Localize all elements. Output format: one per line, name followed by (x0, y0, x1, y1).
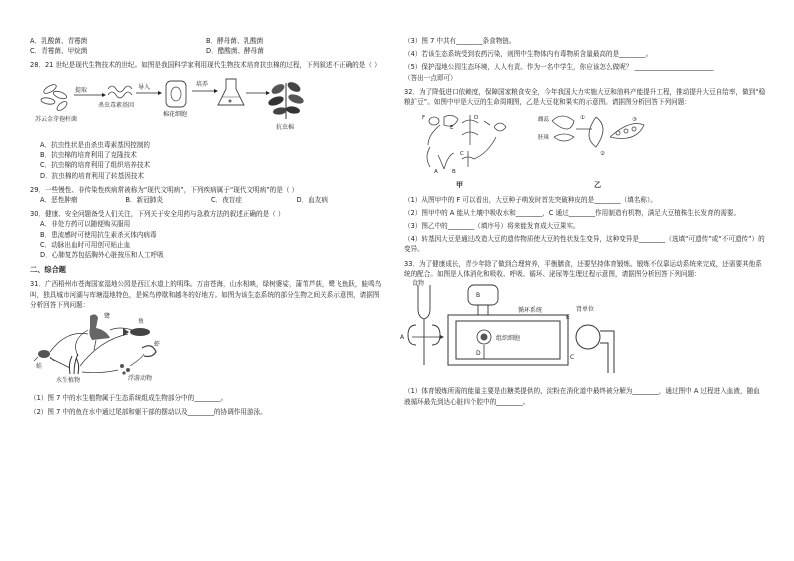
label-plant: 抗虫棉 (276, 123, 295, 131)
q27-option-c: C．青霉菌、甲烷菌 (30, 47, 88, 56)
label-import: 导入 (138, 83, 151, 91)
q28-stem: 28．21 世纪是现代生物技术的世纪。如图是我国科学家利用现代生物技术培育抗虫棉的过程，下列叙述不正确的是（ ） (30, 61, 381, 70)
q31-food-web-figure (30, 310, 382, 390)
q32-soybean-figure (404, 107, 766, 191)
left-column (30, 36, 382, 421)
cotton-plant-illustration (267, 80, 305, 119)
q29-stem: 29．一些慢性、非传染性疾病常被称为“现代文明病”，下列疾病属于“现代文明病”的是（ ） (30, 185, 299, 194)
label-a: A (434, 169, 438, 176)
label-p2: ② (600, 151, 605, 158)
label-cell: 棉花细胞 (163, 110, 188, 118)
label-b: B (476, 292, 481, 300)
q27-option-a: A．乳酸菌、青霉菌 (30, 37, 88, 45)
label-extract: 提取 (75, 86, 88, 94)
aquatic-plant-icon (69, 354, 78, 374)
label-jia: 甲 (456, 181, 463, 190)
q31-question-2: （2）图 7 中的鱼在水中通过尾部和躯干部的摆动以及________的协调作用游泳。 (30, 407, 267, 416)
label-b: B (452, 169, 456, 176)
label-p3: ③ (632, 117, 637, 124)
q31-question-5-note: （答出一点即可） (404, 73, 457, 82)
label-a: A (400, 334, 405, 342)
label-stamen: 雌蕊 (538, 117, 550, 124)
q29-option-c: C．夜盲症 (211, 195, 242, 204)
label-e: E (566, 314, 570, 322)
q32-question-2: （2）图甲中的 A 能从土壤中吸收水和________，C 通过________作用制造有机物，满足大豆植株生长发育的需要。 (404, 208, 741, 217)
label-plankton: 浮游动物 (128, 375, 153, 383)
label-shrimp: 虾 (154, 341, 161, 349)
label-tissue-cell: 组织细胞 (496, 335, 521, 343)
q31-question-1: （1）图 7 中的水生植物属于生态系统组成生物部分中的________。 (30, 394, 228, 403)
flower-fruit-diagram (552, 116, 644, 147)
q27-option-b: B．酵母菌、乳酸菌 (206, 37, 264, 45)
q33-physiology-figure (400, 279, 766, 383)
cell-illustration (166, 81, 186, 107)
label-fish: 鱼 (138, 318, 145, 326)
q29-option-a: A．恶性肿瘤 (40, 195, 78, 204)
label-gene: 杀虫毒素基因 (98, 101, 135, 109)
label-circulatory-system: 循环系统 (518, 307, 543, 315)
label-p1: ① (580, 115, 585, 122)
q30-stem: 30．健康、安全问题备受人们关注，下列关于安全用药与急救方法的叙述正确的是（ ） (30, 210, 285, 219)
right-column (400, 36, 766, 407)
label-frog: 蛙 (36, 363, 43, 371)
life-cycle-diagram (427, 115, 506, 169)
q31-stem: 31．广西梧州市苍海国家湿地公园是西江水道上的明珠。万亩苍海，山水相映，绿树婆娑，蒲苇芦荻，鹭飞鱼跃，蛙鸣鸟叫，独具城市河湖与库塘湿地特色，是候鸟停歇和越冬的好地方。如图为该生态系统的部分生物之间关系示意图，请据图分析回答下列问题： (30, 280, 382, 309)
frog-icon (34, 350, 54, 361)
bacteria-illustration (41, 83, 69, 112)
tissue-cell-icon (477, 330, 491, 344)
q29-options (30, 195, 382, 205)
q31-question-5: （5）保护湿地公园生态环境，人人有责。作为一名中学生，你应该怎么做呢？ ________________________ (404, 63, 714, 72)
q30-option-c: C．动脉出血时可用创可贴止血 (40, 240, 131, 249)
label-heron: 鹭 (104, 313, 111, 321)
kidney-unit (576, 325, 614, 373)
q27-option-d: D．醋酸菌、酵母菌 (206, 47, 264, 56)
label-ovule: 胚珠 (538, 135, 550, 142)
q30-option-d: D．心肺复苏包括胸外心脏按压和人工呼吸 (40, 251, 164, 260)
plankton-icon (120, 364, 130, 375)
q31-question-4: （4）若该生态系统受到农药污染，则图中生物体内有毒物质含量最高的是________。 (404, 50, 653, 59)
digestive-tract (408, 285, 440, 365)
q31-question-3: （3）图 7 中共有________条食物链。 (404, 37, 516, 45)
label-kidney-unit: 肾单位 (576, 306, 595, 314)
label-f: F (422, 115, 426, 122)
label-d: D (476, 350, 481, 358)
label-c: C (570, 354, 575, 362)
label-culture: 培养 (196, 80, 209, 88)
q29-option-b: B．新冠肺炎 (125, 195, 163, 204)
q33-question-1: （1）体育锻炼所需的能量主要是由糖类提供的，淀粉在消化道中最终被分解为________，通过图中 A 过程进入血液，随血液循环最先到达心脏四个腔中的________。 (404, 387, 760, 406)
label-d: D (474, 115, 479, 122)
q28-option-d: D．抗虫棉的培育利用了转基因技术 (40, 171, 144, 180)
q30-option-a: A．非处方药可以随便购买服用 (40, 220, 131, 229)
q28-option-a: A．抗虫性状是由杀虫毒素基因控制的 (40, 140, 151, 149)
label-e: E (450, 125, 454, 132)
label-bacteria: 苏云金芽孢杆菌 (35, 115, 78, 123)
label-aquatic-plant: 水生植物 (56, 377, 81, 385)
label-c: C (460, 151, 464, 158)
gene-illustration (108, 86, 132, 98)
q33-stem: 33．为了健康成长，青少年除了做到合理营养，平衡膳食，还要坚持体育锻炼。锻炼不仅靠运动系统来完成，还需要其他系统的配合。如图是人体消化和吸收、呼吸、循环、泌尿等生理过程示意图，请据图分析回答下列问题： (404, 259, 762, 278)
q27-options-row2 (30, 46, 382, 56)
q32-question-1: （1）从图甲中的 F 可以看出，大豆种子萌发时首先突破种皮的是________（填名称）。 (404, 195, 657, 204)
fish-icon (123, 328, 150, 336)
q29-option-d: D．血友病 (296, 195, 328, 204)
section-heading: 二、综合题 (30, 265, 66, 275)
q28-option-c: C．抗虫棉的培育利用了组织培养技术 (40, 161, 151, 170)
label-yi: 乙 (594, 181, 601, 190)
q32-question-3: （3）图乙中的________（填序号）将来能发育成大豆果实。 (404, 221, 580, 230)
q27-options-row1 (30, 36, 382, 46)
label-food: 食物 (412, 280, 425, 288)
q32-question-4: （4）转基因大豆是通过改造大豆的遗传物质使大豆的性状发生变异，这种变异是________（选填“可遗传”或“不可遗传”）的变异。 (404, 235, 765, 254)
q32-stem: 32．为了降低进口依赖度，保障国家粮食安全，今年我国大力实施大豆和油料产能提升工程，推动提升大豆自给率，做到“稳粮扩豆”。如图中甲是大豆的生命周期图，乙是大豆花和果实的示意图。请据图分析回答下列问题： (404, 87, 766, 107)
lung-box (468, 285, 498, 315)
q28-option-b: B．抗虫棉的培育利用了克隆技术 (40, 151, 137, 160)
q28-figure (30, 75, 382, 137)
q30-option-b: B．患流感时可使用抗生素杀灭体内病毒 (40, 230, 157, 239)
flask-illustration (218, 79, 244, 105)
